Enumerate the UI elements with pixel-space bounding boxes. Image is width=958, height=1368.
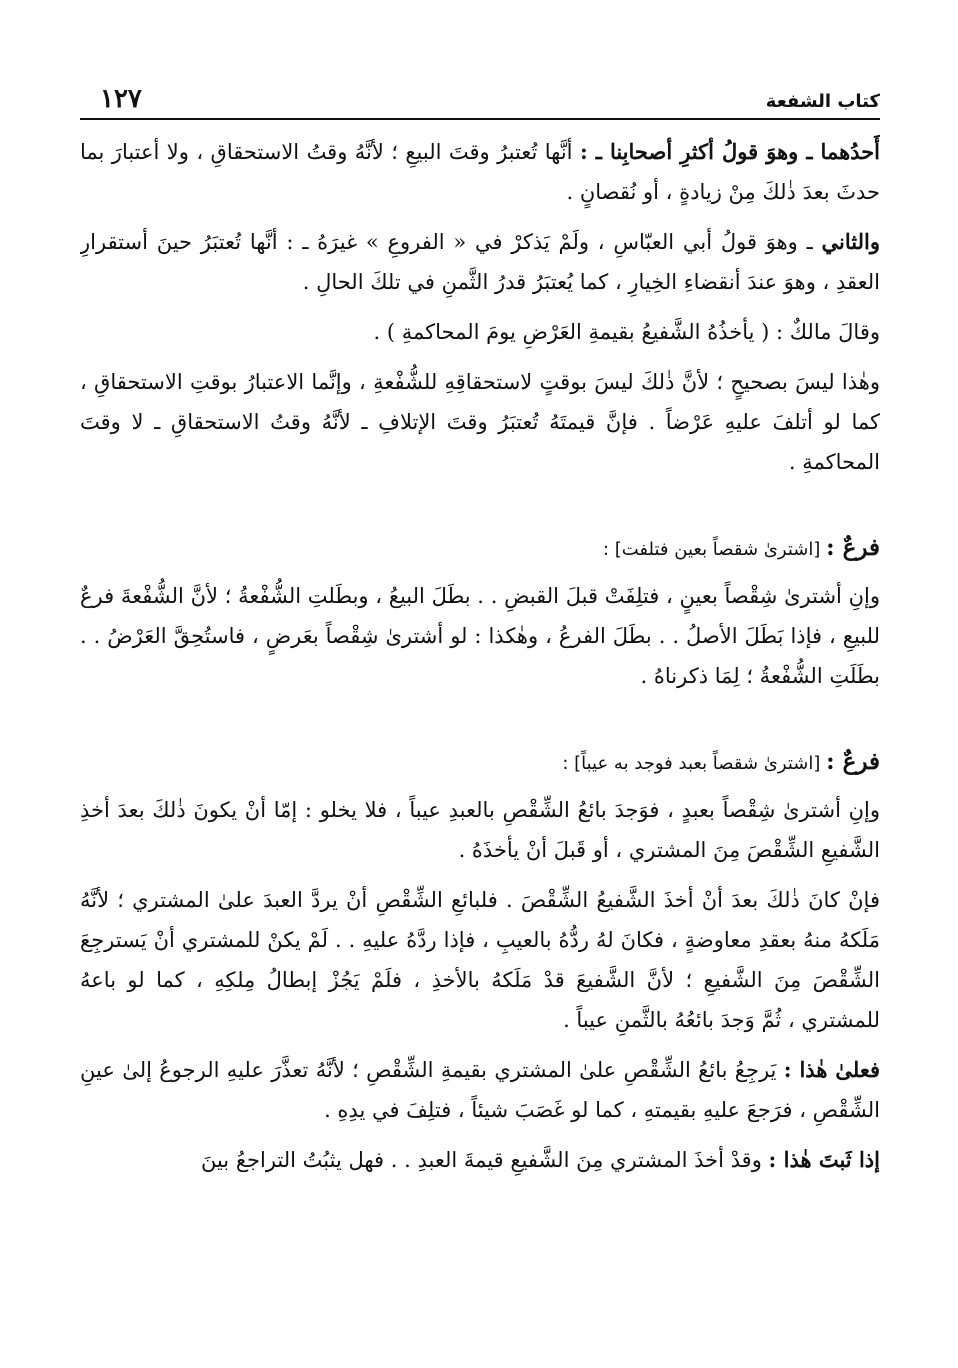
paragraph-second-opinion <box>80 222 880 302</box>
branch-heading-2 <box>80 742 880 784</box>
paragraph-first-opinion <box>80 132 880 212</box>
paragraph-branch2-established <box>80 1140 880 1180</box>
page-body <box>80 120 880 1180</box>
paragraph-lead: والثاني <box>821 229 880 254</box>
paragraph-text: وإنِ أشترىٰ شِقْصاً بعينٍ ، فتلِفَتْ قبلَ القبضِ . . بطَلَ البيعُ ، وبطَلتِ الشُّفْعةُ ؛ لأنَّ الشُّفْعةَ فرعٌ للبيعِ ، فإذا بَطَلَ الأصلُ . . بطَلَ الفرعُ ، وهٰكذا : لو أشترىٰ شِقْصاً بعَرضٍ ، فاستُحِقَّ العَرْضُ . . بطَلَتِ الشُّفْعةُ ؛ لِمَا ذكرناهُ . <box>80 584 880 688</box>
paragraph-lead: أَحدُهما ـ وهوَ قولُ أكثرِ أصحابِنا ـ : <box>579 139 880 164</box>
paragraph-text: وقالَ مالكٌ : ( يأخذُهُ الشَّفيعُ بقيمةِ العَرْضِ يومَ المحاكمةِ ) . <box>373 320 880 344</box>
page-header <box>80 78 880 120</box>
branch-topic: [اشترىٰ شقصاً بعبد فوجد به عيباً] : <box>562 753 827 774</box>
paragraph-text: أنَّها تُعتبرُ وقتَ البيعِ ؛ لأنَّهُ وقتُ الاستحقاقِ ، ولا أعتبارَ بما حدثَ بعدَ ذٰلكَ مِنْ زيادةٍ ، أو نُقصانٍ . <box>80 140 880 204</box>
paragraph-refutation <box>80 362 880 482</box>
branch-heading-1 <box>80 528 880 570</box>
paragraph-text: وهٰذا ليسَ بصحيحٍ ؛ لأنَّ ذٰلكَ ليسَ بوقتٍ لاستحقاقِهِ للشُّفْعةِ ، وإنَّما الاعتبارُ بوقتِ الاستحقاقِ ، كما لو أتلفَ عليهِ عَرْضاً . فإنَّ قيمتَهُ تُعتبَرُ وقتَ الإتلافِ ـ لأنَّهُ وقتُ الاستحقاقِ ـ لا وقتَ المحاكمةِ . <box>80 370 880 474</box>
book-page <box>80 78 880 1353</box>
paragraph-text: وقدْ أخذَ المشتري مِنَ الشَّفيعِ قيمةَ العبدِ . . فهل يثبُتُ التراجعُ بينَ <box>200 1148 769 1172</box>
paragraph-text: يَرجِعُ بائعُ الشِّقْصِ علىٰ المشتري بقيمةِ الشِّقْصِ ؛ لأنَّهُ تعذَّرَ عليهِ الرجوعُ إلىٰ عينِ الشِّقْصِ ، فرَجعَ عليهِ بقيمتهِ ، كما لو غَصَبَ شيئاً ، فتلِفَ في يدِهِ . <box>80 1058 880 1122</box>
paragraph-branch2-consequence <box>80 1050 880 1130</box>
paragraph-text: ـ وهوَ قولُ أبي العبّاسِ ، ولَمْ يَذكرْ في « الفروعِ » غيرَهُ ـ : أنَّها تُعتبَرُ حينَ أستقرارِ العقدِ ، وهوَ عندَ أنقضاءِ الخِيارِ ، كما يُعتبَرُ قدرُ الثَّمنِ في تلكَ الحالِ . <box>80 230 880 294</box>
paragraph-branch2-intro <box>80 790 880 870</box>
paragraph-lead: إذا ثَبتَ هٰذا : <box>768 1147 880 1172</box>
branch-label: فرعٌ : <box>826 748 880 775</box>
paragraph-branch1-text <box>80 576 880 696</box>
paragraph-branch2-after-taking <box>80 880 880 1040</box>
page-number: ١٢٧ <box>100 84 142 114</box>
paragraph-lead: فعلىٰ هٰذا : <box>783 1057 880 1082</box>
paragraph-text: وإنِ أشترىٰ شِقْصاً بعبدٍ ، فوَجدَ بائعُ الشِّقْصِ بالعبدِ عيباً ، فلا يخلو : إمّا أنْ يكونَ ذٰلكَ بعدَ أخذِ الشَّفيعِ الشِّقْصَ مِنَ المشتري ، أو قَبلَ أنْ يأخذَهُ . <box>80 798 880 862</box>
branch-topic: [اشترىٰ شقصاً بعين فتلفت] : <box>602 539 827 560</box>
branch-label: فرعٌ : <box>826 534 880 561</box>
running-title: كتاب الشفعة <box>765 91 880 112</box>
paragraph-malik-opinion <box>80 312 880 352</box>
paragraph-text: فإنْ كانَ ذٰلكَ بعدَ أنْ أخذَ الشَّفيعُ الشِّقْصَ . فلبائعِ الشِّقْصِ أنْ يردَّ العبدَ علىٰ المشتري ؛ لأنَّهُ مَلَكهُ منهُ بعقدِ معاوضةٍ ، فكانَ لهُ ردُّهُ بالعيبِ ، فإذا ردَّهُ عليهِ . . لَمْ يكنْ للمشتري أنْ يَسترجِعَ الشِّقْصَ مِنَ الشَّفيعِ ؛ لأنَّ الشَّفيعَ قدْ مَلَكهُ بالأخذِ ، فلَمْ يَجُزْ إبطالُ مِلكِهِ ، كما لو باعهُ للمشتري ، ثُمَّ وَجدَ بائعُهُ بالثَّمنِ عيباً . <box>80 888 880 1032</box>
